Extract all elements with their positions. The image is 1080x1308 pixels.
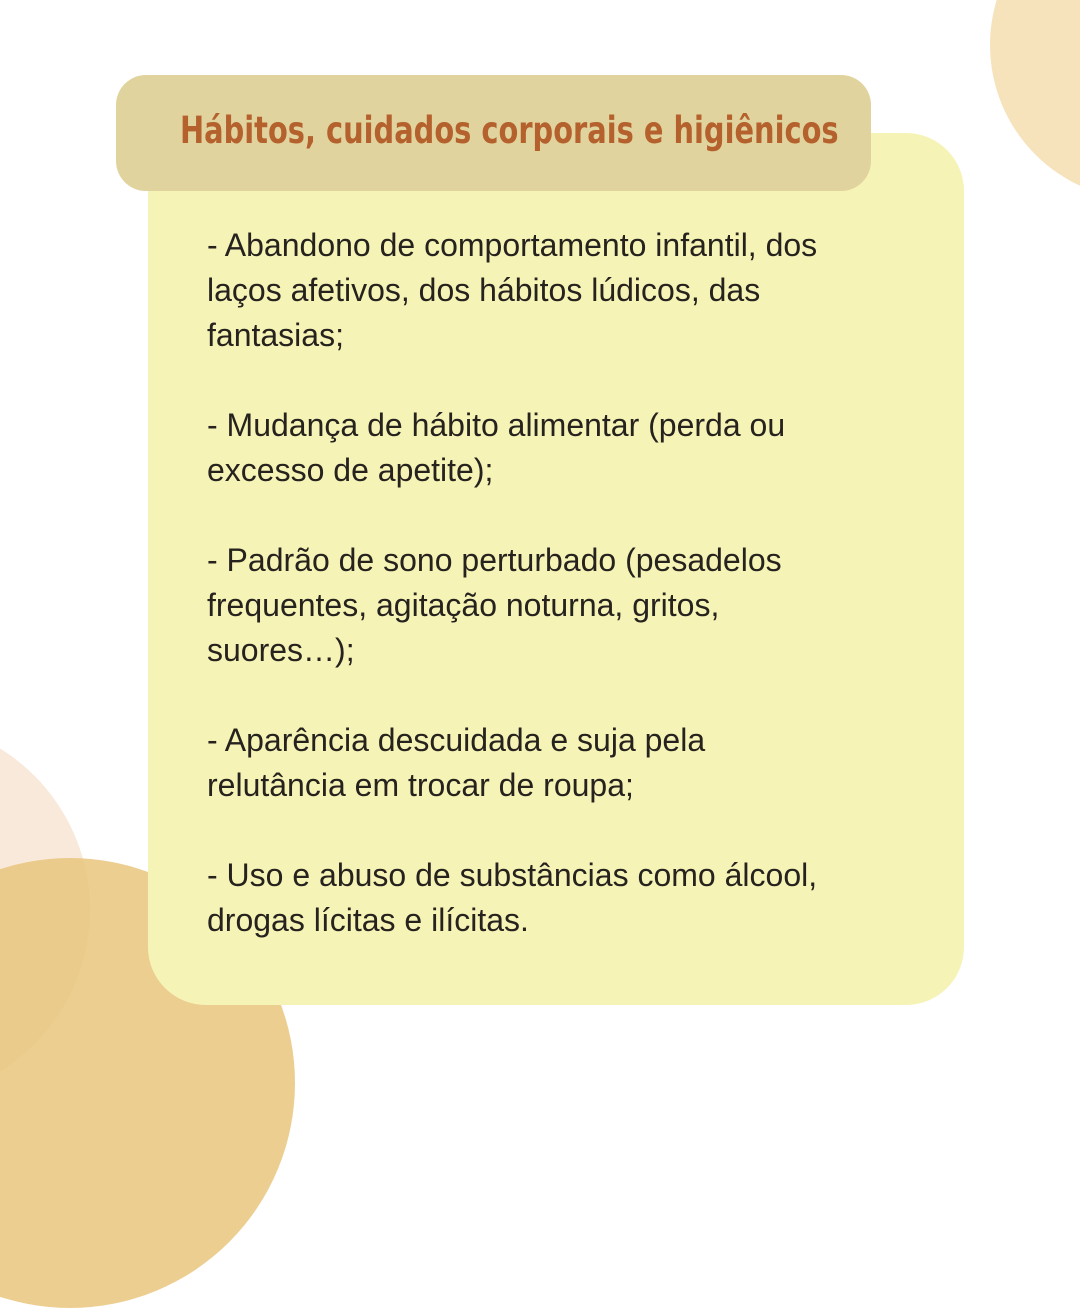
list-item — [207, 403, 917, 493]
page-title: Hábitos, cuidados corporais e higiênicos — [180, 109, 839, 152]
list-item-line: - Uso e abuso de substâncias como álcool, — [207, 857, 818, 893]
list-item-line: excesso de apetite); — [207, 452, 494, 488]
list-item-line: - Aparência descuidada e suja pela — [207, 722, 706, 758]
list-item-line: drogas lícitas e ilícitas. — [207, 902, 529, 938]
list-item-line: laços afetivos, dos hábitos lúdicos, das — [207, 272, 761, 308]
list-item — [207, 718, 917, 808]
list-item — [207, 223, 917, 358]
list-item — [207, 538, 917, 673]
list-item-line: frequentes, agitação noturna, gritos, — [207, 587, 720, 623]
list-item-line: suores…); — [207, 632, 355, 668]
list-item-line: - Mudança de hábito alimentar (perda ou — [207, 407, 786, 443]
list-item-line: relutância em trocar de roupa; — [207, 767, 634, 803]
list-item — [207, 853, 917, 943]
list-item-line: fantasias; — [207, 317, 344, 353]
decorative-circle-top-right — [990, 0, 1080, 200]
list-item-line: - Padrão de sono perturbado (pesadelos — [207, 542, 782, 578]
item-list — [207, 223, 917, 943]
title-banner — [116, 75, 871, 191]
list-item-line: - Abandono de comportamento infantil, dos — [207, 227, 818, 263]
